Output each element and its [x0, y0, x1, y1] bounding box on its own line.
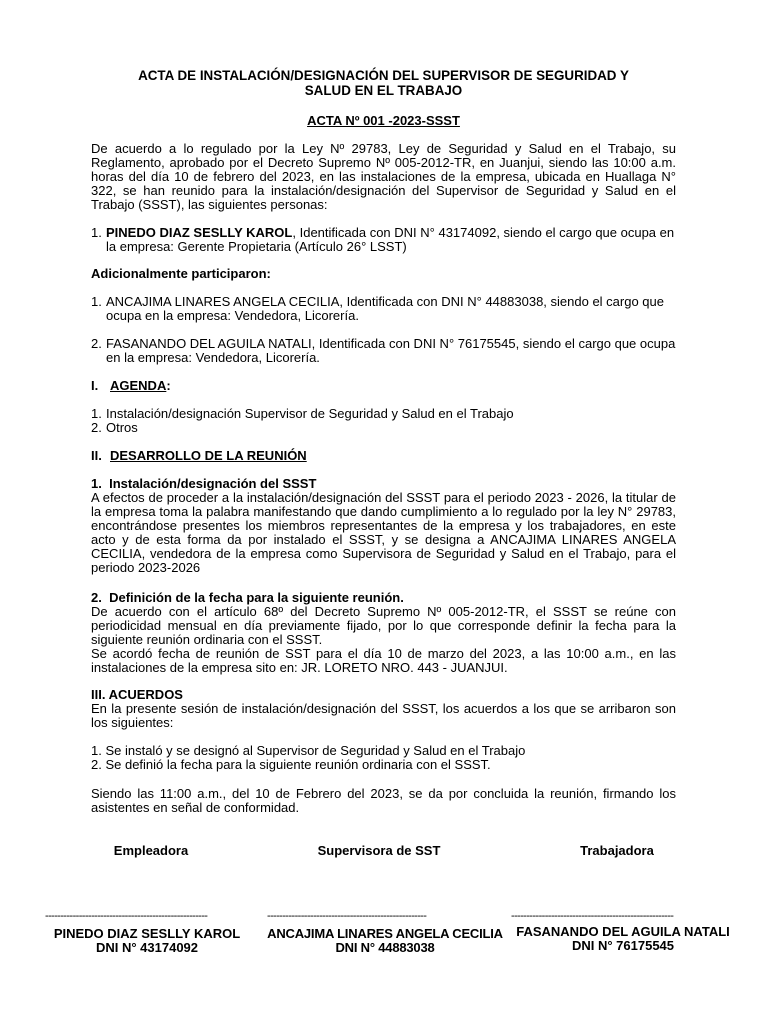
agreement-item: 2. Se definió la fecha para la siguiente reunión ordinaria con el SSST. — [91, 757, 491, 772]
person-name: PINEDO DIAZ SESLLY KAROL — [106, 225, 293, 240]
point1-title: Instalación/designación del SSST — [109, 476, 317, 491]
signature-employer — [27, 927, 267, 955]
development-roman: II. — [91, 448, 102, 463]
closing-paragraph: Siendo las 11:00 a.m., del 10 de Febrero del 2023, se da por concluida la reunión, firmando los asistentes en señal de conformidad. — [91, 786, 676, 815]
participant-text: ANCAJIMA LINARES ANGELA CECILIA, Identificada con DNI N° 44883038, siendo el cargo que ocupa en la empresa: Vendedora, Licorería. — [106, 294, 664, 323]
participant-number: 2. — [91, 336, 102, 351]
acta-number: ACTA Nº 001 -2023-SSST — [307, 113, 460, 128]
signer-name: FASANANDO DEL AGUILA NATALI — [516, 924, 730, 939]
participant-item — [91, 337, 676, 365]
point1-heading — [91, 477, 316, 491]
participant-text: FASANANDO DEL AGUILA NATALI, Identificada con DNI N° 76175545, siendo el cargo que ocupa en la empresa: Vendedora, Licorería. — [106, 336, 676, 365]
signer-dni: DNI N° 44883038 — [335, 940, 435, 955]
point1-paragraph: A efectos de proceder a la instalación/designación del SSST para el periodo 2023 - 2026, la titular de la empresa toma la palabra manifestando que dando cumplimiento a lo regulado por la ley N° 29783, encontrándose presentes los miembros representantes de la empresa y los trabajadores, en este acto y de esta forma da por instalado el SSST, y se designa a ANCAJIMA LINARES ANGELA CECILIA, vendedora de la empresa como Supervisora de Seguridad y Salud en el Trabajo, para el periodo 2023-2026 — [91, 490, 676, 575]
agenda-item-text: Otros — [106, 420, 138, 435]
agreement-item: 1. Se instaló y se designó al Supervisor de Seguridad y Salud en el Trabajo — [91, 743, 526, 758]
agenda-item-number: 1. — [91, 406, 102, 421]
signature-role-employer: Empleadora — [113, 843, 189, 858]
signature-line-worker: ----------------------------------------------------- — [511, 910, 674, 922]
signature-supervisor — [262, 927, 508, 955]
signer-dni: DNI N° 76175545 — [571, 938, 675, 953]
participant-number: 1. — [91, 294, 102, 309]
signature-line-employer: ----------------------------------------------------- — [45, 910, 208, 922]
agenda-item — [91, 407, 676, 421]
document-title — [91, 68, 676, 98]
signature-role-supervisor: Supervisora de SST — [317, 843, 441, 858]
person-item — [91, 226, 676, 254]
agenda-item — [91, 421, 676, 435]
agreements-heading: III. ACUERDOS — [91, 687, 183, 702]
participant-item — [91, 295, 676, 323]
additional-heading: Adicionalmente participaron: — [91, 266, 271, 281]
point1-number: 1. — [91, 476, 102, 491]
signature-role-worker: Trabajadora — [580, 843, 654, 858]
agenda-item-number: 2. — [91, 420, 102, 435]
point2-number: 2. — [91, 590, 102, 605]
agenda-item-text: Instalación/designación Supervisor de Seguridad y Salud en el Trabajo — [106, 406, 514, 421]
title-line-1: ACTA DE INSTALACIÓN/DESIGNACIÓN DEL SUPERVISOR DE SEGURIDAD Y — [138, 68, 629, 83]
signer-name: ANCAJIMA LINARES ANGELA CECILIA — [267, 926, 503, 941]
agenda-roman: I. — [91, 378, 99, 393]
agreements-intro: En la presente sesión de instalación/designación del SSST, los acuerdos a los que se arribaron son los siguientes: — [91, 701, 676, 730]
person-details: , Identificada con DNI N° 43174092, siendo el cargo que ocupa en la empresa: Gerente Propietaria (Artículo 26° LSST) — [106, 225, 675, 254]
intro-paragraph: De acuerdo a lo regulado por la Ley Nº 29783, Ley de Seguridad y Salud en el Trabajo, su Reglamento, aprobado por el Decreto Supremo Nº 005-2012-TR, en Juanjui, siendo las 10:00 a.m. horas del día 10 de febrero del 2023, en las instalaciones de la empresa, ubicada en Huallaga N° 322, se han reunido para la instalación/designación del Supervisor de Seguridad y Salud en el Trabajo (SSST), las siguientes personas: — [91, 141, 676, 212]
title-line-2: SALUD EN EL TRABAJO — [304, 83, 463, 98]
point2-paragraph-1: De acuerdo con el artículo 68º del Decreto Supremo Nº 005-2012-TR, el SSST se reúne con periodicidad mensual en día previamente fijado, por lo que corresponde definir la fecha para la siguiente reunión ordinaria con el SSST. — [91, 604, 676, 647]
point2-heading — [91, 591, 404, 605]
development-heading — [91, 449, 307, 463]
agenda-colon: : — [166, 378, 171, 393]
signer-name: PINEDO DIAZ SESLLY KAROL — [53, 926, 241, 941]
person-text — [91, 226, 676, 254]
signer-dni: DNI N° 43174092 — [95, 940, 199, 955]
development-title: DESARROLLO DE LA REUNIÓN — [110, 448, 307, 463]
signature-worker — [503, 925, 743, 953]
agenda-heading — [91, 379, 171, 393]
signature-line-supervisor: ---------------------------------------------------- — [267, 910, 427, 922]
point2-paragraph-2: Se acordó fecha de reunión de SST para el día 10 de marzo del 2023, a las 10:00 a.m., en las instalaciones de la empresa sito en: JR. LORETO NRO. 443 - JUANJUI. — [91, 646, 676, 675]
point2-title: Definición de la fecha para la siguiente reunión. — [109, 590, 404, 605]
agenda-title: AGENDA — [110, 378, 167, 393]
person-number: 1. — [91, 225, 102, 240]
